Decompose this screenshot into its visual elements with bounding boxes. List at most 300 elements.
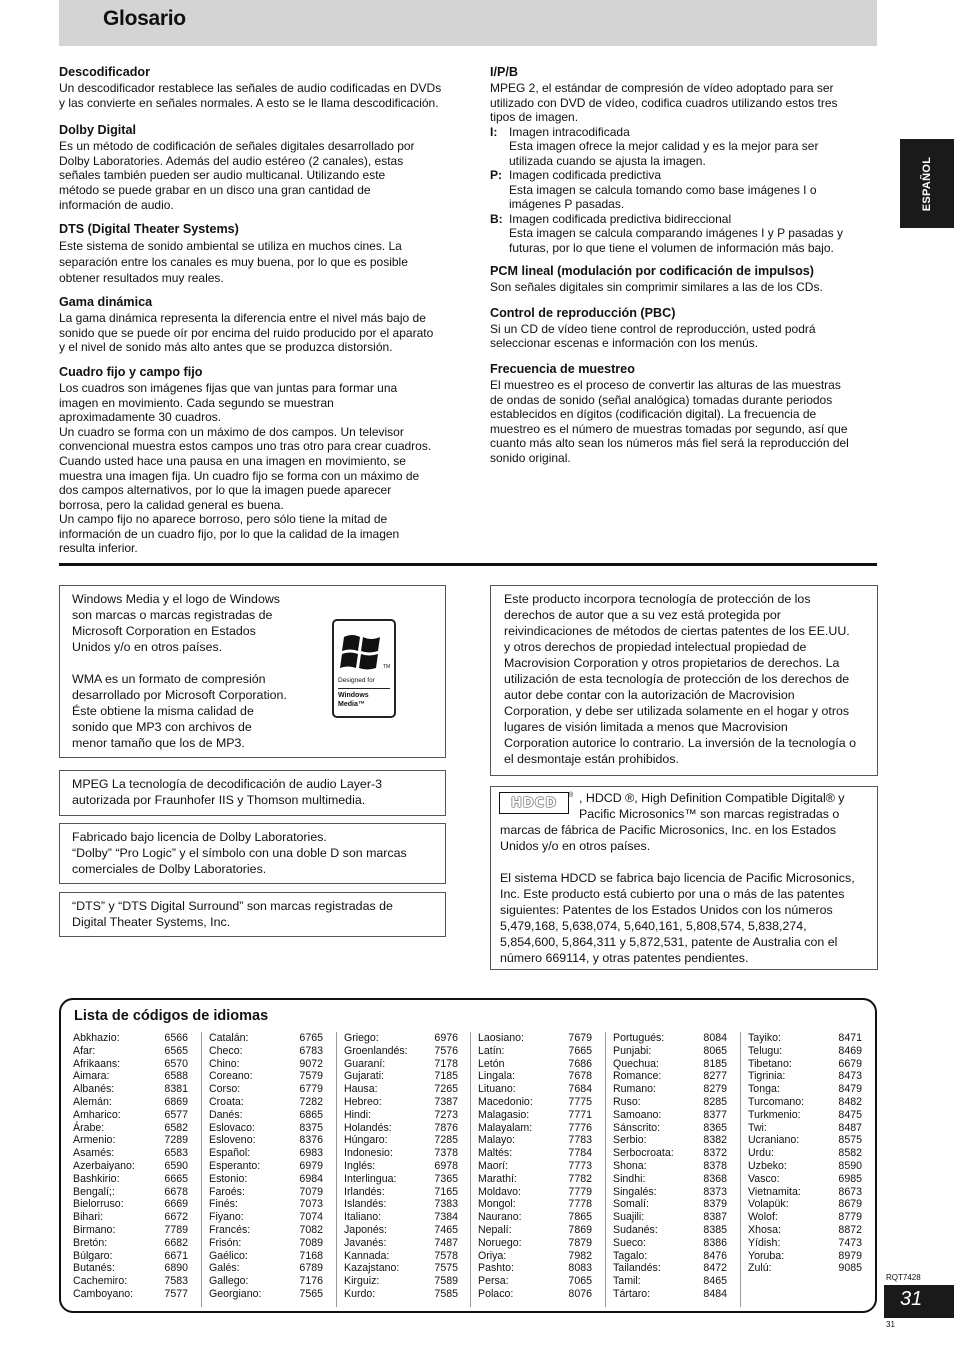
language-row <box>209 1211 323 1224</box>
language-row <box>613 1122 727 1135</box>
language-row <box>344 1058 458 1071</box>
language-name: Corso: <box>209 1083 241 1096</box>
language-name: Portugués: <box>613 1032 665 1044</box>
language-row <box>209 1096 323 1109</box>
language-code: 8381 <box>164 1083 188 1096</box>
ipb-text: Imagen codificada predictiva Esta imagen se calcula tomando como base imágenes I o imágenes P pasadas. <box>509 168 817 212</box>
language-row <box>748 1122 862 1135</box>
language-code: 7583 <box>164 1275 188 1288</box>
language-code: 8472 <box>703 1262 727 1275</box>
language-code: 7089 <box>299 1236 323 1249</box>
glossary-term: Dolby Digital <box>59 123 136 138</box>
language-row <box>613 1134 727 1147</box>
language-name: Bielorruso: <box>73 1198 124 1211</box>
language-code: 6588 <box>164 1070 188 1083</box>
language-column <box>470 1032 592 1307</box>
language-code: 7384 <box>434 1211 458 1224</box>
windows-flag-icon <box>340 629 386 675</box>
ipb-item <box>490 125 880 169</box>
language-row <box>748 1250 862 1263</box>
hdcd-logo <box>499 792 569 814</box>
ipb-text: Imagen intracodificada Esta imagen ofrece la mejor calidad y es la mejor para ser utilizada cuando se ajusta la imagen. <box>509 124 819 168</box>
dolby-notice <box>59 823 446 884</box>
language-name: Camboyano: <box>73 1287 134 1300</box>
language-row <box>748 1070 862 1083</box>
language-code: 7775 <box>568 1095 592 1108</box>
language-name: Estonio: <box>209 1172 248 1185</box>
language-code: 8979 <box>838 1249 862 1262</box>
language-code: 7387 <box>434 1095 458 1108</box>
language-row <box>748 1045 862 1058</box>
language-name: Singalés: <box>613 1185 657 1198</box>
page-title: Glosario <box>103 7 186 30</box>
language-name: Turcomano: <box>748 1095 805 1108</box>
ipb-item <box>490 212 880 256</box>
language-name: Islandés: <box>344 1198 387 1211</box>
language-row <box>478 1262 592 1275</box>
language-row <box>613 1250 727 1263</box>
language-name: Tagalo: <box>613 1249 648 1262</box>
language-row <box>344 1211 458 1224</box>
language-row <box>478 1058 592 1071</box>
language-name: Indonesio: <box>344 1147 393 1160</box>
language-code: 8387 <box>703 1211 727 1224</box>
language-name: Latín: <box>478 1044 505 1057</box>
language-row <box>613 1288 727 1301</box>
language-code: 7577 <box>164 1287 188 1300</box>
dts-notice <box>59 892 446 937</box>
language-code: 8482 <box>838 1095 862 1108</box>
language-name: Vasco: <box>748 1172 780 1185</box>
language-name: Groenlandés: <box>344 1044 408 1057</box>
language-name: Finés: <box>209 1198 238 1211</box>
language-row <box>748 1058 862 1071</box>
language-code: 7178 <box>434 1057 458 1070</box>
language-name: Javanés: <box>344 1236 387 1249</box>
language-code: 8379 <box>703 1198 727 1211</box>
language-name: Telugu: <box>748 1044 783 1057</box>
hdcd-registered-mark: ® <box>568 792 574 799</box>
language-code: 8465 <box>703 1275 727 1288</box>
language-code: 8065 <box>703 1044 727 1057</box>
language-code: 7783 <box>568 1134 592 1147</box>
language-row <box>478 1186 592 1199</box>
dts-text: “DTS” y “DTS Digital Surround” son marcas registradas de Digital Theater Systems, Inc. <box>72 899 393 929</box>
language-code: 8083 <box>568 1262 592 1275</box>
language-name: Birmano: <box>73 1223 116 1236</box>
language-name: Turkmenio: <box>748 1108 801 1121</box>
language-row <box>613 1045 727 1058</box>
language-code: 6976 <box>434 1032 458 1044</box>
language-code: 7679 <box>568 1032 592 1044</box>
language-name: Punjabi: <box>613 1044 652 1057</box>
language-name: Hebreo: <box>344 1095 382 1108</box>
language-name: Nepalí: <box>478 1223 512 1236</box>
language-code: 7365 <box>434 1172 458 1185</box>
language-name: Irlandés: <box>344 1185 385 1198</box>
language-name: Lingala: <box>478 1070 516 1083</box>
language-name: Somalí: <box>613 1198 649 1211</box>
language-row <box>344 1173 458 1186</box>
language-column <box>605 1032 727 1307</box>
language-row <box>73 1186 188 1199</box>
language-name: Armenio: <box>73 1134 116 1147</box>
language-row <box>73 1045 188 1058</box>
language-name: Malayo: <box>478 1134 516 1147</box>
language-name: Griego: <box>344 1032 379 1044</box>
language-code: 6679 <box>838 1057 862 1070</box>
language-row <box>478 1160 592 1173</box>
language-row <box>344 1096 458 1109</box>
language-name: Sueco: <box>613 1236 646 1249</box>
windows-media-logo <box>332 619 396 718</box>
language-row <box>478 1134 592 1147</box>
language-name: Romance: <box>613 1070 662 1083</box>
language-row <box>209 1288 323 1301</box>
language-name: Galés: <box>209 1262 240 1275</box>
ipb-list <box>490 125 880 256</box>
page-number-small: 31 <box>886 1320 895 1329</box>
language-row <box>344 1250 458 1263</box>
language-code: 6682 <box>164 1236 188 1249</box>
language-name: Croata: <box>209 1095 244 1108</box>
language-name: Serbocroata: <box>613 1147 674 1160</box>
language-code: 6582 <box>164 1121 188 1134</box>
language-name: Malayalam: <box>478 1121 533 1134</box>
glossary-term: Gama dinámica <box>59 295 153 310</box>
language-code: 6570 <box>164 1057 188 1070</box>
language-code: 7585 <box>434 1287 458 1300</box>
language-column <box>336 1032 458 1307</box>
language-name: Bihari: <box>73 1211 104 1224</box>
language-code: 8872 <box>838 1223 862 1236</box>
language-code: 6672 <box>164 1211 188 1224</box>
language-name: Amharico: <box>73 1108 121 1121</box>
language-row <box>613 1237 727 1250</box>
language-code: 7487 <box>434 1236 458 1249</box>
section-divider <box>59 563 877 566</box>
language-name: Tamil: <box>613 1275 641 1288</box>
language-row <box>344 1186 458 1199</box>
language-name: Mongol: <box>478 1198 516 1211</box>
language-row <box>209 1147 323 1160</box>
language-code: 6765 <box>299 1032 323 1044</box>
glossary-term: PCM lineal (modulación por codificación de impulsos) <box>490 264 814 279</box>
language-name: Tártaro: <box>613 1287 651 1300</box>
language-code: 8382 <box>703 1134 727 1147</box>
language-name: Tailandés: <box>613 1262 661 1275</box>
language-code: 7383 <box>434 1198 458 1211</box>
language-code: 7865 <box>568 1211 592 1224</box>
language-code: 7589 <box>434 1275 458 1288</box>
language-name: Tibetano: <box>748 1057 792 1070</box>
page-number: 31 <box>900 1288 923 1310</box>
windows-media-text: Windows Media y el logo de Windows son marcas o marcas registradas de Microsoft Corporation en Estados Unidos y/o en otros países. WMA es un formato de compresión desarrollado por Microsoft Corporation. Éste obtiene la misma calidad de sonido que MP3 con archivos de menor tamaño que los de MP3. <box>72 592 287 750</box>
language-code: 8473 <box>838 1070 862 1083</box>
language-name: Ucraniano: <box>748 1134 800 1147</box>
glossary-desc: Si un CD de vídeo tiene control de reproducción, usted podrá seleccionar escenas e información con los menús. <box>490 321 816 351</box>
language-name: Yídish: <box>748 1236 781 1249</box>
language-row <box>478 1250 592 1263</box>
language-code: 8479 <box>838 1083 862 1096</box>
language-name: Pashto: <box>478 1262 514 1275</box>
language-row <box>344 1032 458 1045</box>
language-row <box>613 1032 727 1045</box>
language-name: Twi: <box>748 1121 767 1134</box>
language-row <box>344 1262 458 1275</box>
trademark-mark: TM <box>383 664 391 670</box>
language-row <box>613 1160 727 1173</box>
language-code: 6890 <box>164 1262 188 1275</box>
language-row <box>73 1109 188 1122</box>
language-row <box>209 1237 323 1250</box>
language-row <box>748 1109 862 1122</box>
language-code: 8076 <box>568 1287 592 1300</box>
language-column <box>740 1032 862 1307</box>
language-row <box>478 1275 592 1288</box>
glossary-desc: Los cuadros son imágenes fijas que van juntas para formar una imagen en movimiento. Cada segundo se muestran aproximadamente 30 cuadros. Un cuadro se forma con un máximo de dos campos. Un televisor convencional muestra estos campos uno tras otro para crear cuadros. Cuando usted hace una pausa en una imagen en movimiento, se muestra una imagen fija. Un cuadro fijo se forma con un máximo de dos campos alternativos, por lo que la imagen puede aparecer borrosa, pero la calidad general es buena. Un campo fijo no aparece borroso, pero sólo tiene la mitad de información de un cuadro fijo, por lo que la calidad de la imagen resulta inferior. <box>59 380 432 556</box>
language-name: Faroés: <box>209 1185 245 1198</box>
language-code: 8365 <box>703 1121 727 1134</box>
language-row <box>613 1147 727 1160</box>
language-row <box>73 1262 188 1275</box>
language-code: 6669 <box>164 1198 188 1211</box>
language-code: 7876 <box>434 1121 458 1134</box>
language-code: 7289 <box>164 1134 188 1147</box>
language-row <box>613 1211 727 1224</box>
language-name: Urdu: <box>748 1147 774 1160</box>
language-codes-title: Lista de códigos de idiomas <box>74 1008 269 1024</box>
language-code: 7982 <box>568 1249 592 1262</box>
language-name: Eslovaco: <box>209 1121 255 1134</box>
language-code: 6577 <box>164 1108 188 1121</box>
language-name: Serbio: <box>613 1134 647 1147</box>
glossary-term: Descodificador <box>59 65 150 79</box>
glossary-term: I/P/B <box>490 65 518 79</box>
language-name: Sánscrito: <box>613 1121 661 1134</box>
language-code: 6984 <box>299 1172 323 1185</box>
language-name: Albanés: <box>73 1083 115 1096</box>
language-row <box>478 1198 592 1211</box>
glossary-desc: Este sistema de sonido ambiental se utiliza en muchos cines. La separación entre los canales es muy buena, por lo que es posible obtener resultados muy reales. <box>59 239 408 286</box>
language-code: 8373 <box>703 1185 727 1198</box>
language-code: 6566 <box>164 1032 188 1044</box>
glossary-left-column <box>59 64 449 556</box>
language-name: Tonga: <box>748 1083 780 1096</box>
language-code: 7465 <box>434 1223 458 1236</box>
language-code: 9072 <box>299 1057 323 1070</box>
language-row <box>748 1211 862 1224</box>
language-code: 8484 <box>703 1287 727 1300</box>
language-name: Polaco: <box>478 1287 514 1300</box>
language-row <box>73 1058 188 1071</box>
language-name: Abkhazio: <box>73 1032 120 1044</box>
language-row <box>748 1160 862 1173</box>
language-code: 6779 <box>299 1083 323 1096</box>
language-row <box>478 1096 592 1109</box>
language-row <box>344 1147 458 1160</box>
language-name: Shona: <box>613 1159 647 1172</box>
document-code: RQT7428 <box>886 1273 921 1282</box>
language-row <box>209 1070 323 1083</box>
language-code: 7771 <box>568 1108 592 1121</box>
language-name: Zulú: <box>748 1262 772 1275</box>
language-row <box>344 1288 458 1301</box>
language-row <box>613 1096 727 1109</box>
logo-divider <box>338 688 390 689</box>
language-row <box>344 1045 458 1058</box>
language-name: Gaélico: <box>209 1249 248 1262</box>
language-name: Vietnamita: <box>748 1185 801 1198</box>
language-name: Suajili: <box>613 1211 645 1224</box>
language-row <box>748 1134 862 1147</box>
language-code: 8385 <box>703 1223 727 1236</box>
language-code: 7285 <box>434 1134 458 1147</box>
language-code: 7565 <box>299 1287 323 1300</box>
ipb-key: B: <box>490 211 503 226</box>
language-name: Hausa: <box>344 1083 378 1096</box>
language-name: Asamés: <box>73 1147 115 1160</box>
language-code: 8375 <box>299 1121 323 1134</box>
language-code: 7665 <box>568 1044 592 1057</box>
language-code: 6865 <box>299 1108 323 1121</box>
language-row <box>73 1224 188 1237</box>
language-code: 7079 <box>299 1185 323 1198</box>
language-row <box>478 1070 592 1083</box>
language-code: 8476 <box>703 1249 727 1262</box>
language-row <box>478 1032 592 1045</box>
language-code: 6671 <box>164 1249 188 1262</box>
language-code: 8372 <box>703 1147 727 1160</box>
language-row <box>344 1070 458 1083</box>
language-row <box>209 1058 323 1071</box>
language-row <box>209 1275 323 1288</box>
language-row <box>209 1186 323 1199</box>
language-name: Ruso: <box>613 1095 641 1108</box>
language-row <box>73 1237 188 1250</box>
language-code: 7273 <box>434 1108 458 1121</box>
dolby-text: Fabricado bajo licencia de Dolby Laboratories. “Dolby” “Pro Logic” y el símbolo con una doble D son marcas comerciales de Dolby Laboratories. <box>72 830 407 876</box>
language-row <box>73 1083 188 1096</box>
language-name: Italiano: <box>344 1211 382 1224</box>
language-name: Laosiano: <box>478 1032 524 1044</box>
language-code: 7176 <box>299 1275 323 1288</box>
language-name: Noruego: <box>478 1236 522 1249</box>
language-row <box>344 1109 458 1122</box>
designed-for-label: Designed for <box>338 677 375 684</box>
language-name: Wolof: <box>748 1211 778 1224</box>
language-code: 7282 <box>299 1095 323 1108</box>
language-name: Danés: <box>209 1108 243 1121</box>
language-code: 9085 <box>838 1262 862 1275</box>
language-code: 8779 <box>838 1211 862 1224</box>
language-row <box>73 1096 188 1109</box>
language-code: 7578 <box>434 1249 458 1262</box>
language-name: Malagasio: <box>478 1108 530 1121</box>
language-code: 7074 <box>299 1211 323 1224</box>
language-name: Kirguiz: <box>344 1275 380 1288</box>
language-code: 7778 <box>568 1198 592 1211</box>
language-row <box>478 1122 592 1135</box>
language-row <box>209 1045 323 1058</box>
language-name: Afrikaans: <box>73 1057 121 1070</box>
language-name: Sindhi: <box>613 1172 646 1185</box>
language-row <box>73 1211 188 1224</box>
language-row <box>344 1134 458 1147</box>
language-name: Japonés: <box>344 1223 387 1236</box>
language-row <box>613 1262 727 1275</box>
language-row <box>73 1198 188 1211</box>
language-row <box>478 1224 592 1237</box>
language-name: Yoruba: <box>748 1249 785 1262</box>
language-name: Húngaro: <box>344 1134 388 1147</box>
ipb-key: I: <box>490 124 498 139</box>
language-name: Macedonio: <box>478 1095 533 1108</box>
language-code: 8487 <box>838 1121 862 1134</box>
language-code: 7185 <box>434 1070 458 1083</box>
language-code: 8469 <box>838 1044 862 1057</box>
language-row <box>478 1211 592 1224</box>
language-code: 7782 <box>568 1172 592 1185</box>
language-name: Azerbaiyano: <box>73 1159 135 1172</box>
ipb-key: P: <box>490 168 502 183</box>
language-code: 8471 <box>838 1032 862 1044</box>
language-name: Letón <box>478 1057 505 1070</box>
ipb-text: Imagen codificada predictiva bidireccional Esta imagen se calcula comparando imágenes I y P pasadas y futuras, por lo que tiene el volumen de información más bajo. <box>509 211 843 255</box>
language-code: 8475 <box>838 1108 862 1121</box>
language-row <box>73 1275 188 1288</box>
hdcd-line1: , HDCD ®, High Definition Compatible Digital® y Pacific Microsonics™ son marcas registradas o <box>579 791 845 821</box>
language-name: Tigrinia: <box>748 1070 786 1083</box>
language-row <box>613 1224 727 1237</box>
language-side-tab <box>900 139 954 228</box>
language-row <box>73 1288 188 1301</box>
language-row <box>613 1186 727 1199</box>
language-name: Maltés: <box>478 1147 513 1160</box>
glossary-desc: Un descodificador restablece las señales de audio codificadas en DVDs y las convierte en señales normales. A esto se le llama descodificación. <box>59 81 442 110</box>
language-row <box>73 1032 188 1045</box>
glossary-term: Frecuencia de muestreo <box>490 362 635 377</box>
language-code: 7378 <box>434 1147 458 1160</box>
language-name: Alemán: <box>73 1095 112 1108</box>
language-code: 8368 <box>703 1172 727 1185</box>
language-row <box>478 1237 592 1250</box>
language-name: Persa: <box>478 1275 509 1288</box>
language-row <box>344 1083 458 1096</box>
language-row <box>209 1122 323 1135</box>
language-row <box>209 1134 323 1147</box>
macrovision-notice <box>490 585 878 776</box>
language-code: 8185 <box>703 1057 727 1070</box>
language-row <box>748 1237 862 1250</box>
language-row <box>344 1160 458 1173</box>
language-code: 6583 <box>164 1147 188 1160</box>
language-row <box>613 1083 727 1096</box>
language-name: Volapük: <box>748 1198 789 1211</box>
language-code: 8377 <box>703 1108 727 1121</box>
language-codes-box <box>59 998 877 1313</box>
side-tab-label: ESPAÑOL <box>921 156 933 211</box>
language-column <box>201 1032 323 1307</box>
language-row <box>748 1096 862 1109</box>
language-code: 8277 <box>703 1070 727 1083</box>
language-code: 8279 <box>703 1083 727 1096</box>
language-code: 7879 <box>568 1236 592 1249</box>
language-name: Naurano: <box>478 1211 522 1224</box>
language-code: 6979 <box>299 1159 323 1172</box>
language-name: Marathí: <box>478 1172 517 1185</box>
language-name: Catalán: <box>209 1032 249 1044</box>
